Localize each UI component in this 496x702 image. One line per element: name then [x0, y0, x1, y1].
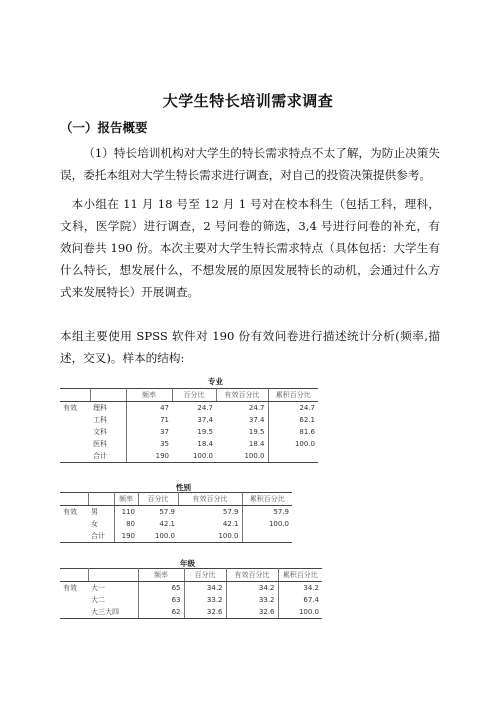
cell-pct: 32.6	[184, 606, 226, 619]
cell-pct: 18.4	[197, 440, 213, 448]
cell-valid-pct: 32.6	[226, 606, 278, 619]
table-row	[60, 450, 318, 463]
table-gender	[60, 492, 292, 543]
cell-valid-pct: 57.9	[178, 506, 242, 519]
header-freq: 频率	[126, 389, 172, 402]
cell-freq: 110	[121, 508, 135, 516]
header-freq: 频率	[114, 493, 138, 506]
header-pct: 百分比	[172, 389, 216, 402]
cell-cum-pct: 100.0	[268, 520, 289, 528]
table-row	[60, 582, 322, 595]
cell-cum-pct: 34.2	[303, 584, 319, 592]
header-cum-pct: 累积百分比	[268, 389, 318, 402]
cell-freq: 80	[126, 520, 135, 528]
row-label: 理科	[90, 402, 126, 415]
cell-valid-pct: 18.4	[216, 438, 268, 450]
cell-valid-pct: 34.2	[226, 582, 278, 595]
cell-cum-pct: 100.0	[294, 440, 315, 448]
cell-freq: 63	[138, 594, 184, 606]
paragraph-1: （1）特长培训机构对大学生的特长需求特点不太了解，为防止决策失误，委托本组对大学生特长需求进行调查，对自己的投资决策提供参考。	[60, 146, 440, 182]
header-valid-pct: 有效百分比	[216, 389, 268, 402]
header-cum-pct: 累积百分比	[278, 569, 322, 582]
table-header-row	[60, 389, 318, 402]
header-pct: 百分比	[184, 569, 226, 582]
row-label: 大一	[88, 582, 138, 595]
table-row	[60, 438, 318, 450]
header-pct: 百分比	[138, 493, 178, 506]
table-header-row	[60, 569, 322, 582]
cell-valid-pct: 42.1	[178, 518, 242, 530]
cell-freq: 35	[160, 440, 169, 448]
cell-valid-pct: 100.0	[216, 450, 268, 463]
valid-label: 有效	[63, 584, 77, 592]
paragraph-3: 本组主要使用 SPSS 软件对 190 份有效问卷进行描述统计分析(频率,描述，交叉)。样本的结构:	[60, 329, 440, 365]
row-label: 文科	[90, 426, 126, 438]
cell-cum-pct: 24.7	[299, 404, 315, 412]
cell-freq: 37	[160, 428, 169, 436]
cell-freq: 47	[160, 404, 169, 412]
valid-label: 有效	[63, 404, 77, 412]
table-title-major: 专业	[208, 377, 223, 386]
table-row	[60, 506, 292, 519]
cell-pct: 19.5	[197, 428, 213, 436]
cell-cum-pct: 67.4	[303, 596, 319, 604]
table-title-gender: 性别	[176, 483, 191, 492]
table-row	[60, 606, 322, 619]
table-row	[60, 426, 318, 438]
row-label: 医科	[90, 438, 126, 450]
cell-cum-pct: 81.6	[299, 428, 315, 436]
table-grade	[60, 568, 322, 619]
row-label: 大二	[88, 594, 138, 606]
cell-valid-pct: 24.7	[216, 402, 268, 415]
cell-freq: 62	[138, 606, 184, 619]
header-freq: 频率	[138, 569, 184, 582]
row-label: 男	[88, 506, 114, 519]
paragraph-2: 本小组在 11 月 18 号至 12 月 1 号对在校本科生（包括工科，理科，文科，医学院）进行调查，2 号问卷的筛选，3,4 号进行问卷的补充，有效问卷共 190 份。本次主要对大学生特长需求特点（具体包括：大学生有什么特长，想发展什么，不想发展的原因发展特长的动机，会通过什么方式来发展特长）开展调查。	[60, 197, 440, 299]
cell-pct: 100.0	[138, 530, 178, 543]
table-row	[60, 518, 292, 530]
row-label: 女	[88, 518, 114, 530]
table-major	[60, 388, 318, 463]
cell-cum-pct: 62.1	[299, 416, 315, 424]
table-title-grade: 年级	[180, 559, 195, 568]
cell-freq: 190	[114, 530, 138, 543]
cell-cum-pct	[268, 450, 318, 463]
cell-pct: 33.2	[184, 594, 226, 606]
table-row	[60, 530, 292, 543]
cell-pct: 24.7	[197, 404, 213, 412]
table-row	[60, 402, 318, 415]
cell-cum-pct	[242, 530, 292, 543]
valid-label: 有效	[63, 508, 77, 516]
row-label: 合计	[90, 450, 126, 463]
cell-cum-pct: 100.0	[278, 606, 322, 619]
header-cum-pct: 累积百分比	[242, 493, 292, 506]
cell-pct: 34.2	[184, 582, 226, 595]
table-row	[60, 594, 322, 606]
row-label: 大三大四	[88, 606, 138, 619]
header-valid-pct: 有效百分比	[226, 569, 278, 582]
cell-pct: 42.1	[159, 520, 175, 528]
cell-freq: 71	[160, 416, 169, 424]
header-valid-pct: 有效百分比	[178, 493, 242, 506]
cell-pct: 100.0	[172, 450, 216, 463]
table-row	[60, 414, 318, 426]
cell-valid-pct: 33.2	[226, 594, 278, 606]
cell-freq: 65	[138, 582, 184, 595]
cell-pct: 37.4	[197, 416, 213, 424]
document-title: 大学生特长培训需求调查	[162, 92, 334, 110]
cell-pct: 57.9	[159, 508, 175, 516]
table-header-row	[60, 493, 292, 506]
row-label: 合计	[88, 530, 114, 543]
cell-cum-pct: 57.9	[273, 508, 289, 516]
cell-valid-pct: 19.5	[216, 426, 268, 438]
cell-freq: 190	[126, 450, 172, 463]
row-label: 工科	[90, 414, 126, 426]
cell-valid-pct: 37.4	[216, 414, 268, 426]
section-heading: （一）报告概要	[60, 120, 148, 135]
cell-valid-pct: 100.0	[178, 530, 242, 543]
